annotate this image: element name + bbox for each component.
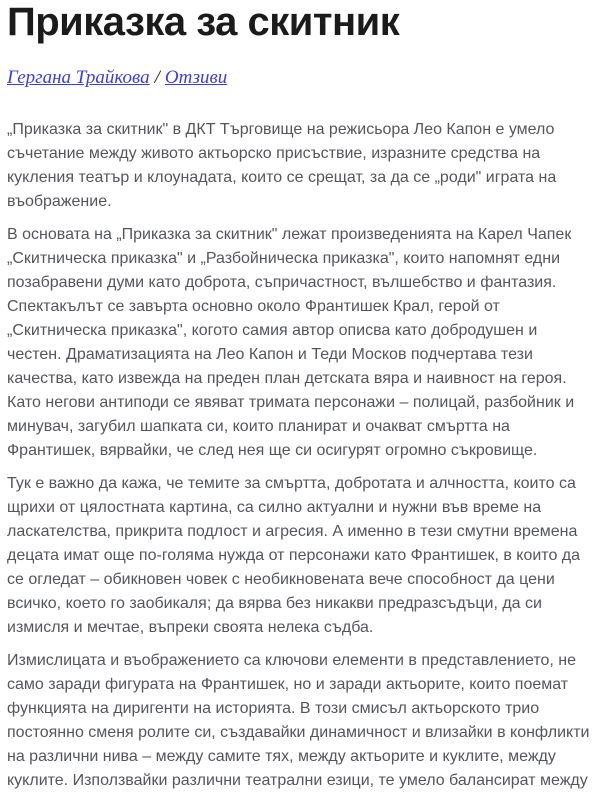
author-link[interactable]: Гергана Трайкова — [7, 67, 150, 88]
byline-separator: / — [154, 67, 160, 88]
category-link[interactable]: Отзиви — [164, 67, 228, 88]
byline — [7, 66, 593, 90]
article-paragraph-3: Тук е важно да кажа, че темите за смъртта, добротата и алчността, които са щрихи от цялостната картина, са силно актуални и нужни във време на ласкателства, прикрита подлост и агресия. А именно в тези смутни времена децата имат още по-голяма нужда от персонажи като Франтишек, в които да се огледат – обикновен човек с необикновената вече способност да цени всичко, което го заобикаля; да вярва без никакви предразсъдъци, да си измисля и мечтае, въпреки своята нелека съдба. — [7, 475, 581, 636]
article-body — [7, 118, 593, 793]
page-title: Приказка за скитник — [7, 0, 400, 44]
article-paragraph-2: В основата на „Приказка за скитник" лежат произведенията на Карел Чапек „Скитническа приказка" и „Разбойническа приказка", които напомнят едни позабравени думи като доброта, съпричастност, вълшебство и фантазия. Спектакълът се завърта основно около Франтишек Крал, герой от „Скитническа приказка", когото самия автор описва като добродушен и честен. Драматизацията на Лео Капон и Теди Москов подчертава тези качества, като извежда на преден план детската вяра и наивност на героя. Като негови антиподи се явяват тримата персонажи – полицай, разбойник и минувач, загубил шапката си, които планират и очакват смъртта на Франтишек, вярвайки, че след нея ще си осигурят огромно съкровище. — [7, 226, 575, 459]
article-paragraph-4: Измислицата и въображението са ключови елементи в представлението, не само заради фигурата на Франтишек, но и заради актьорите, които поемат функцията на диригенти на историята. В този смисъл актьорското трио постоянно сменя ролите си, създавайки динамичност и влизайки в конфликти на различни нива – между самите тях, между актьорите и куклите, между куклите. Използвайки различни театрални езици, те умело балансират между — [7, 652, 590, 789]
article-paragraph-1: „Приказка за скитник" в ДКТ Търговище на режисьора Лео Капон е умело съчетание между живото актьорско присъствие, изразните средства на кукления театър и клоунадата, които се срещат, за да се „роди" играта на въображение. — [7, 121, 557, 210]
